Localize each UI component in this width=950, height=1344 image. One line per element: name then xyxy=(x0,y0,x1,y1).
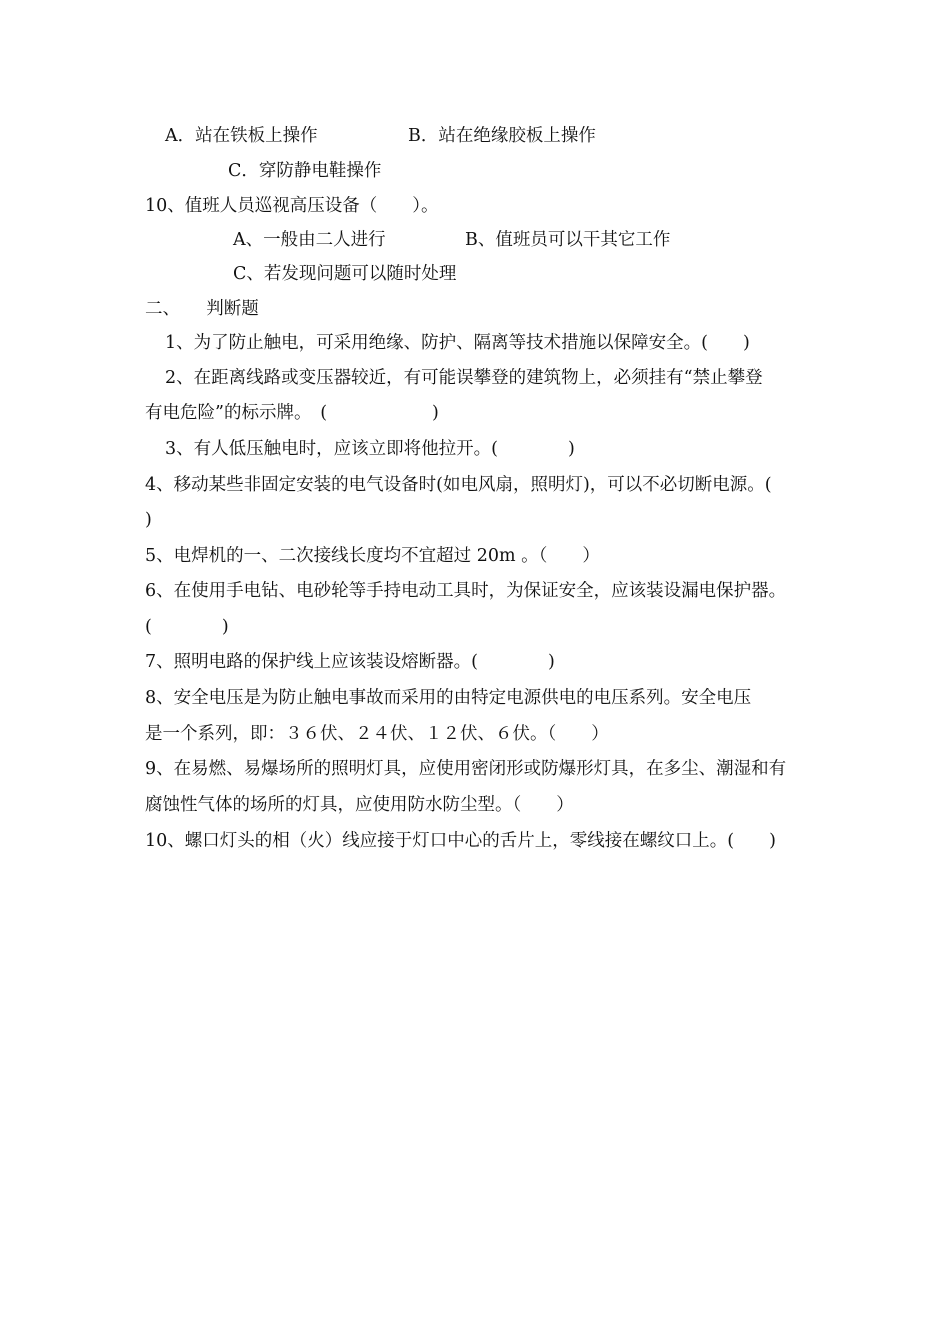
q9-option-b: B．站在绝缘胶板上操作 xyxy=(408,126,596,146)
tf-item-5: 5、电焊机的一、二次接线长度均不宜超过 20m 。（ ） xyxy=(145,546,600,566)
tf-item-3: 3、有人低压触电时，应该立即将他拉开。( ) xyxy=(165,439,575,459)
tf-item-7: 7、照明电路的保护线上应该装设熔断器。( ) xyxy=(145,652,555,672)
tf-item-9-line2: 腐蚀性气体的场所的灯具，应使用防水防尘型。（ ） xyxy=(145,795,574,815)
q9-option-c: C．穿防静电鞋操作 xyxy=(228,161,382,181)
q10-option-a: A、一般由二人进行 xyxy=(233,230,386,250)
q9-option-a: A．站在铁板上操作 xyxy=(165,126,318,146)
tf-item-2-line1: 2、在距离线路或变压器较近，有可能误攀登的建筑物上，必须挂有“禁止攀登 xyxy=(165,368,763,388)
tf-item-9-line1: 9、在易燃、易爆场所的照明灯具，应使用密闭形或防爆形灯具，在多尘、潮湿和有 xyxy=(145,759,787,779)
tf-item-6-line2: ( ) xyxy=(145,617,229,637)
section-heading: 二、 判断题 xyxy=(145,299,259,319)
q10-stem: 10、值班人员巡视高压设备（ ）。 xyxy=(145,196,439,216)
q10-option-c: C、若发现问题可以随时处理 xyxy=(233,264,457,284)
q10-option-b: B、值班员可以干其它工作 xyxy=(465,230,671,250)
tf-item-6-line1: 6、在使用手电钻、电砂轮等手持电动工具时，为保证安全，应该装设漏电保护器。 xyxy=(145,581,787,601)
tf-item-2-line2: 有电危险”的标示牌。 ( ) xyxy=(145,403,439,423)
tf-item-8-line1: 8、安全电压是为防止触电事故而采用的由特定电源供电的电压系列。安全电压 xyxy=(145,688,752,708)
tf-item-4-line2: ) xyxy=(145,510,152,530)
tf-item-4-line1: 4、移动某些非固定安装的电气设备时(如电风扇，照明灯)，可以不必切断电源。( xyxy=(145,475,772,495)
tf-item-10: 10、螺口灯头的相（火）线应接于灯口中心的舌片上，零线接在螺纹口上。( ) xyxy=(145,831,776,851)
tf-item-1: 1、为了防止触电，可采用绝缘、防护、隔离等技术措施以保障安全。( ) xyxy=(165,333,750,353)
tf-item-8-line2: 是一个系列，即：３６伏、２４伏、１２伏、６伏。（ ） xyxy=(145,724,609,744)
